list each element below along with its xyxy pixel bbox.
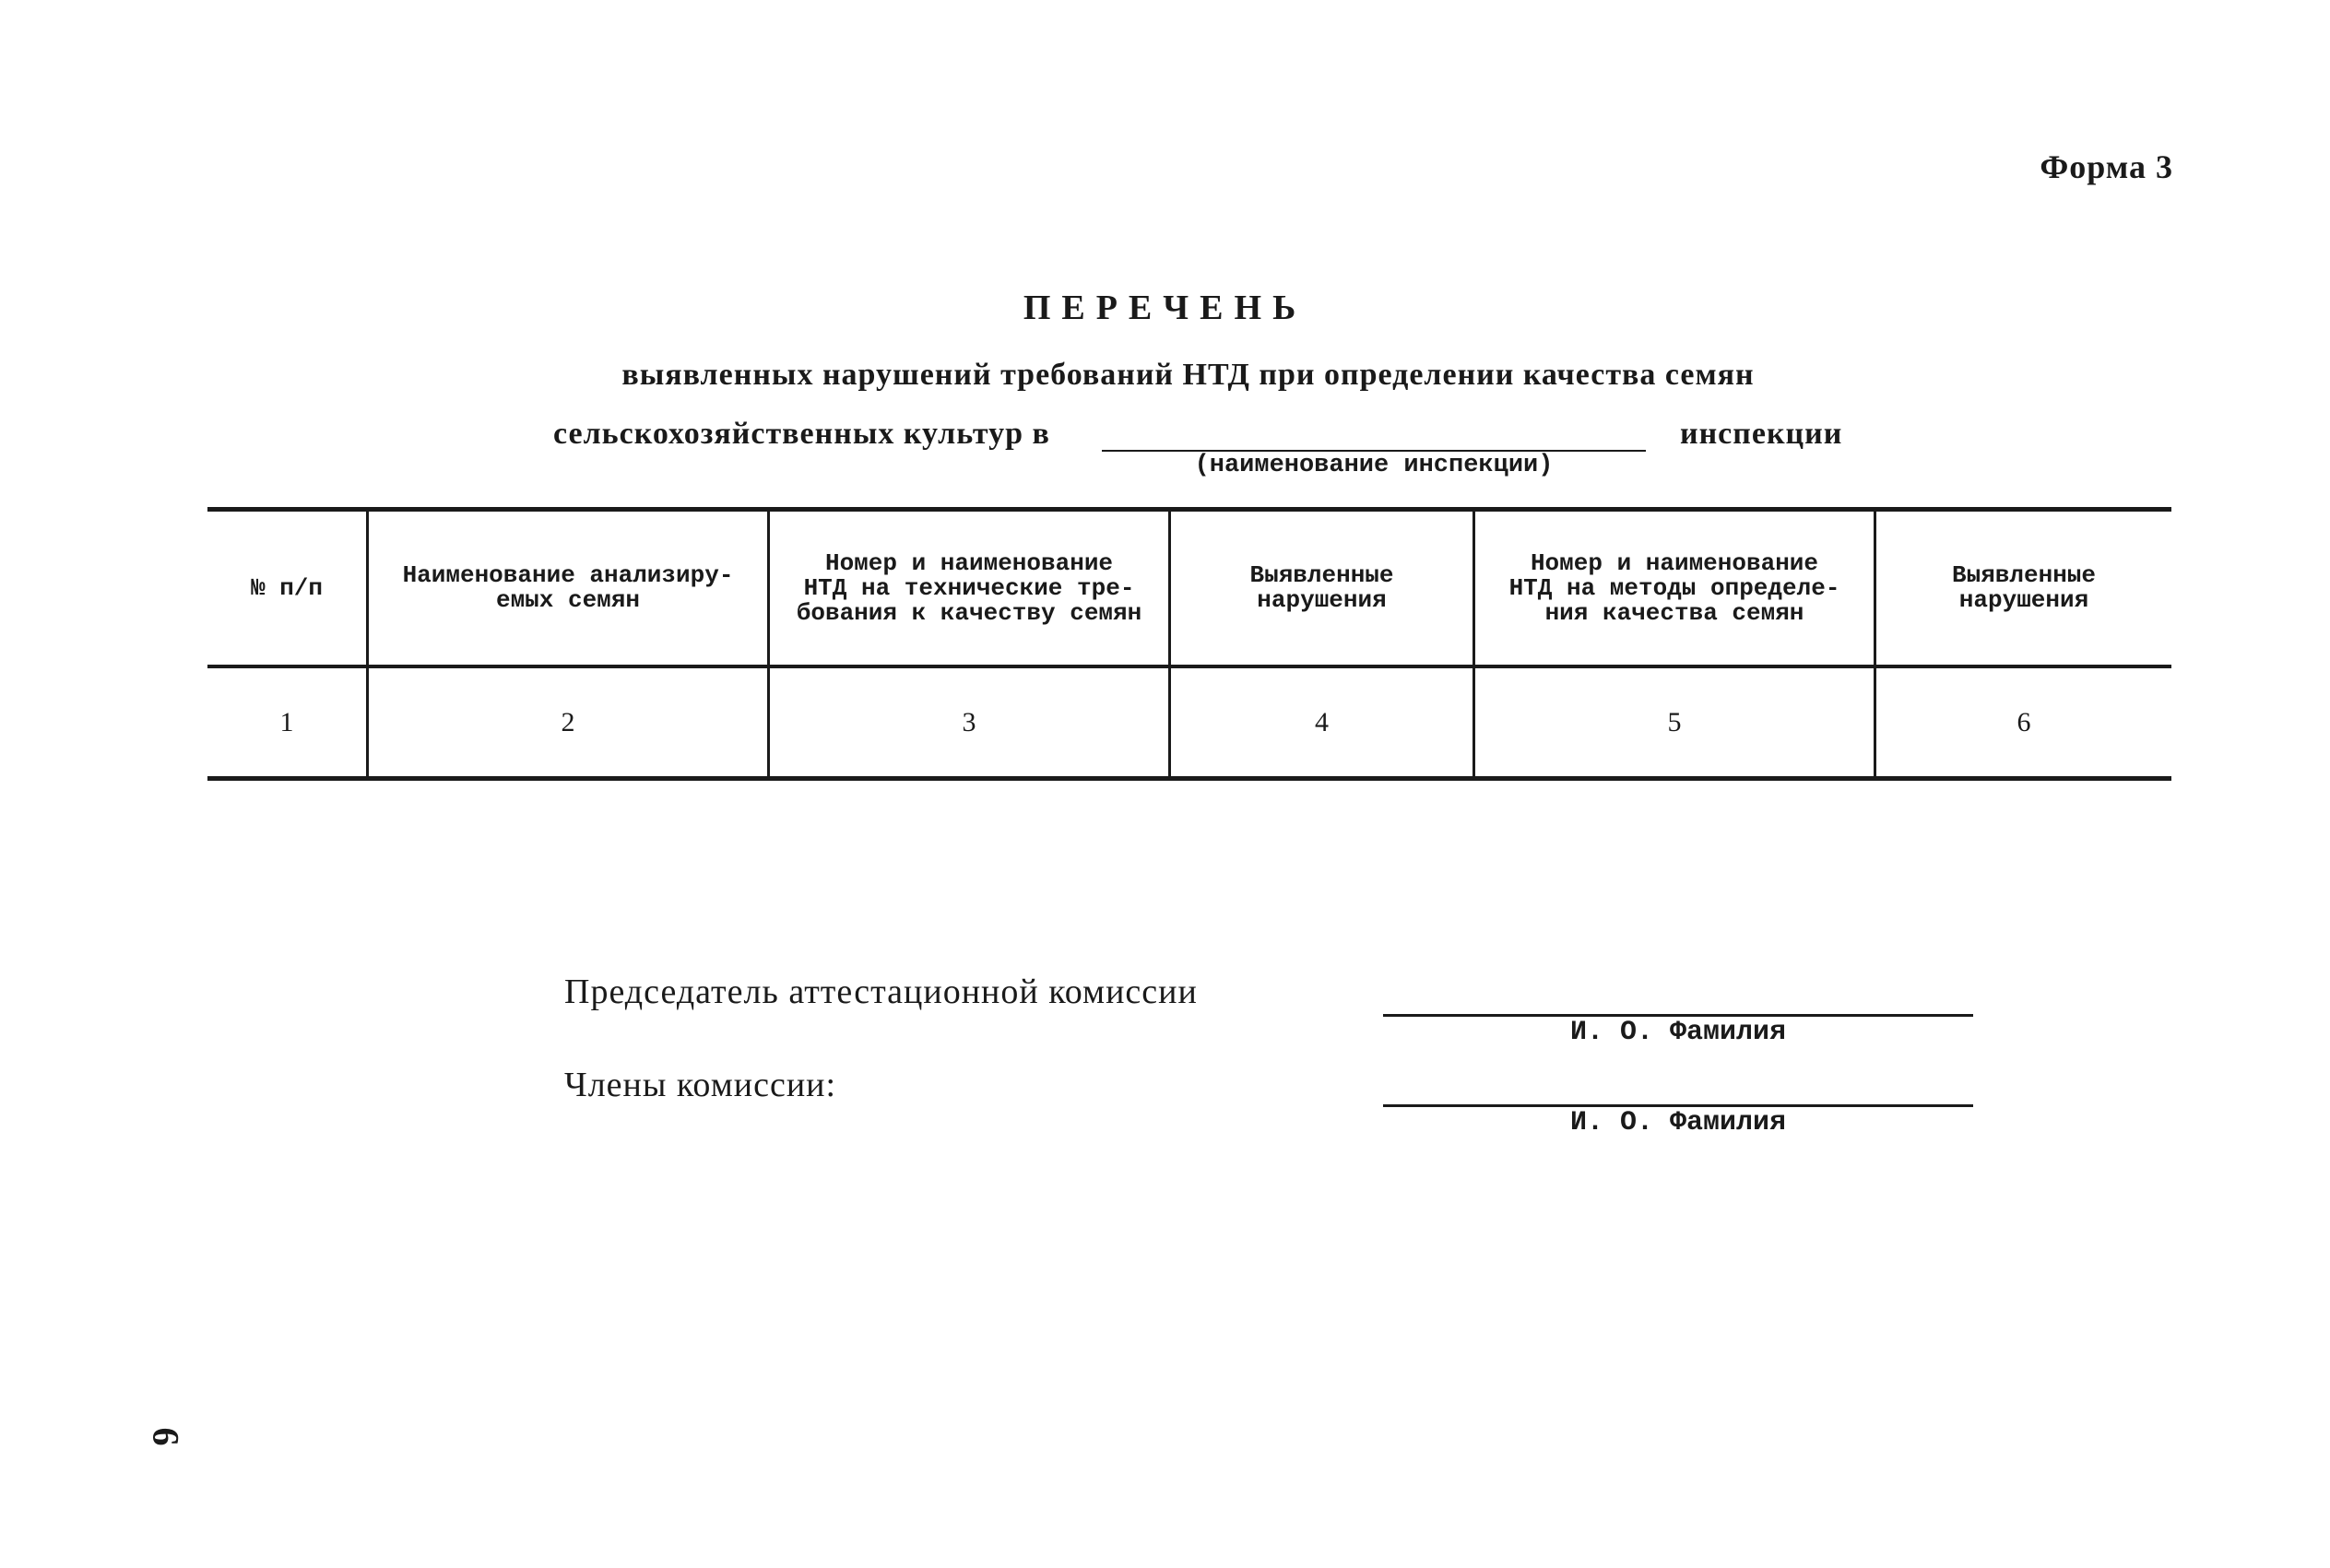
table-header-row	[207, 512, 2171, 668]
header-cell-number: № п/п	[250, 573, 323, 602]
header-cell-violations-1: Выявленные нарушения	[1168, 512, 1473, 665]
column-number-cell: 5	[1473, 668, 1874, 776]
subtitle-line-1: выявленных нарушений требований НТД при определении качества семян	[621, 358, 1755, 392]
column-number-cell: 2	[366, 668, 767, 776]
chair-signature-caption: И. О. Фамилия	[1569, 1017, 1787, 1048]
column-number-cell: 1	[279, 707, 294, 737]
document-title: ПЕРЕЧЕНЬ	[1023, 289, 1307, 327]
members-label: Члены комиссии:	[564, 1066, 837, 1104]
subtitle-line-2-end: инспекции	[1680, 417, 1843, 451]
page-number: 6	[145, 1427, 187, 1446]
column-number-cell: 3	[767, 668, 1168, 776]
column-number-cell: 6	[1874, 668, 2171, 776]
header-cell-ntd-methods: Номер и наименование НТД на методы определе- ния качества семян	[1473, 512, 1874, 665]
violations-table	[207, 507, 2171, 781]
table-number-row	[207, 668, 2171, 776]
form-label: Форма 3	[2040, 148, 2173, 185]
column-number-cell: 4	[1168, 668, 1473, 776]
members-signature-caption: И. О. Фамилия	[1569, 1107, 1787, 1138]
subtitle-line-2-start: сельскохозяйственных культур в	[553, 417, 1050, 451]
header-cell-violations-2: Выявленные нарушения	[1874, 512, 2171, 665]
inspection-name-caption: (наименование инспекции)	[1194, 452, 1554, 479]
chair-label: Председатель аттестационной комиссии	[564, 973, 1198, 1011]
header-cell-seed-name: Наименование анализиру- емых семян	[366, 512, 767, 665]
header-cell-ntd-technical: Номер и наименование НТД на технические тре- бования к качеству семян	[767, 512, 1168, 665]
